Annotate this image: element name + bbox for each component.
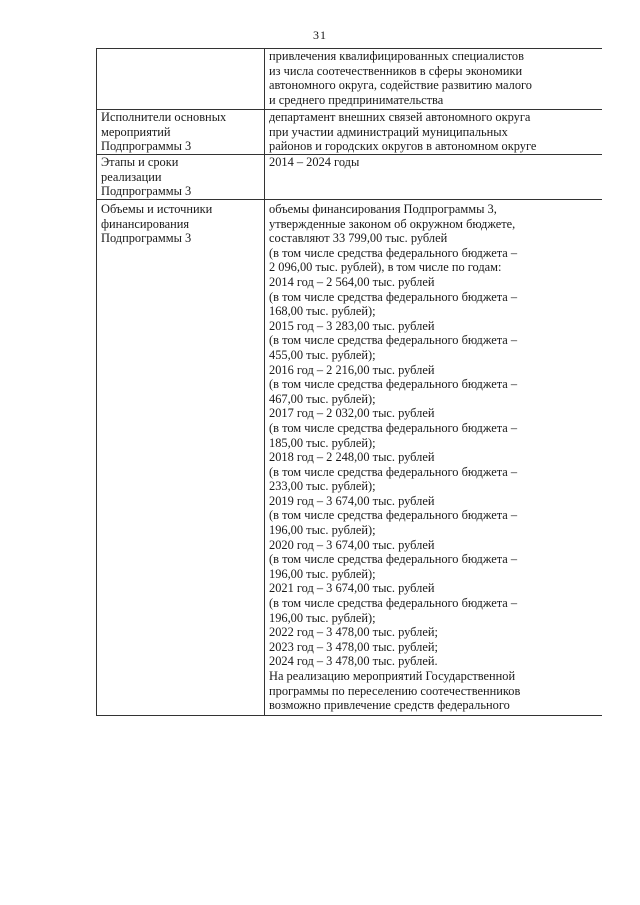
value-line: 2014 – 2024 годы [269, 155, 360, 169]
value-line: департамент внешних связей автономного округа [269, 110, 531, 124]
row-objective-continuation [97, 49, 602, 110]
value-line: (в том числе средства федерального бюджета – [269, 289, 518, 304]
row-value-cell [265, 49, 602, 110]
value-line: 196,00 тыс. рублей); [269, 523, 376, 538]
value-line: при участии администраций муниципальных [269, 124, 508, 139]
label-line: Подпрограммы 3 [101, 184, 192, 199]
label-line: реализации [101, 169, 162, 184]
row-label-cell [97, 155, 265, 200]
row-label-cell [97, 49, 265, 110]
value-line: (в том числе средства федерального бюджета – [269, 377, 518, 392]
value-line: 2014 год – 2 564,00 тыс. рублей [269, 274, 435, 289]
value-line: 2016 год – 2 216,00 тыс. рублей [269, 362, 435, 377]
label-line: Подпрограммы 3 [101, 139, 192, 154]
value-line: 2015 год – 3 283,00 тыс. рублей [269, 318, 435, 333]
value-line: (в том числе средства федерального бюджета – [269, 464, 518, 479]
value-line: 2023 год – 3 478,00 тыс. рублей; [269, 639, 438, 654]
label-line: Этапы и сроки [101, 155, 179, 169]
value-line: 2018 год – 2 248,00 тыс. рублей [269, 450, 435, 465]
label-line: Подпрограммы 3 [101, 231, 192, 246]
value-line: и среднего предпринимательства [269, 92, 444, 107]
value-line: (в том числе средства федерального бюджета – [269, 245, 518, 260]
value-line: утвержденные законом об окружном бюджете, [269, 216, 516, 231]
row-stages-terms [97, 155, 602, 200]
value-line: (в том числе средства федерального бюджета – [269, 552, 518, 567]
value-line: 2 096,00 тыс. рублей), в том числе по годам: [269, 260, 502, 275]
value-line: (в том числе средства федерального бюджета – [269, 333, 518, 348]
value-line: возможно привлечение средств федерального [269, 698, 510, 713]
value-line: из числа соотечественников в сферы экономики [269, 63, 523, 78]
value-line: 233,00 тыс. рублей); [269, 479, 376, 494]
value-line: (в том числе средства федерального бюджета – [269, 596, 518, 611]
value-line: (в том числе средства федерального бюджета – [269, 508, 518, 523]
page-number: 31 [313, 28, 327, 42]
value-line: привлечения квалифицированных специалистов [269, 49, 524, 63]
label-line: Объемы и источники [101, 202, 213, 216]
value-line: 467,00 тыс. рублей); [269, 391, 376, 406]
value-line: 2024 год – 3 478,00 тыс. рублей. [269, 654, 438, 669]
value-line: 185,00 тыс. рублей); [269, 435, 376, 450]
row-value-cell [265, 110, 602, 155]
value-line: 196,00 тыс. рублей); [269, 610, 376, 625]
value-line: составляют 33 799,00 тыс. рублей [269, 231, 448, 246]
value-line: 455,00 тыс. рублей); [269, 347, 376, 362]
value-line: объемы финансирования Подпрограммы 3, [269, 202, 497, 216]
row-executors [97, 110, 602, 155]
label-line: финансирования [101, 216, 190, 231]
value-line: районов и городских округов в автономном округе [269, 139, 537, 154]
row-funding [97, 200, 602, 716]
row-label-cell [97, 110, 265, 155]
row-value-cell [265, 155, 602, 200]
value-line: 2017 год – 2 032,00 тыс. рублей [269, 406, 435, 421]
value-line: 196,00 тыс. рублей); [269, 566, 376, 581]
value-line: (в том числе средства федерального бюджета – [269, 420, 518, 435]
row-value-cell [265, 200, 602, 716]
label-line: Исполнители основных [101, 110, 227, 124]
value-line: автономного округа, содействие развитию малого [269, 78, 532, 93]
subprogram-passport-table [96, 48, 602, 716]
value-line: 2019 год – 3 674,00 тыс. рублей [269, 493, 435, 508]
value-line: 2022 год – 3 478,00 тыс. рублей; [269, 625, 438, 640]
row-label-cell [97, 200, 265, 716]
label-line: мероприятий [101, 124, 171, 139]
value-line: 168,00 тыс. рублей); [269, 304, 376, 319]
value-line: На реализацию мероприятий Государственной [269, 669, 516, 683]
value-line: 2020 год – 3 674,00 тыс. рублей [269, 537, 435, 552]
value-line: 2021 год – 3 674,00 тыс. рублей [269, 581, 435, 596]
value-line: программы по переселению соотечественников [269, 683, 521, 698]
